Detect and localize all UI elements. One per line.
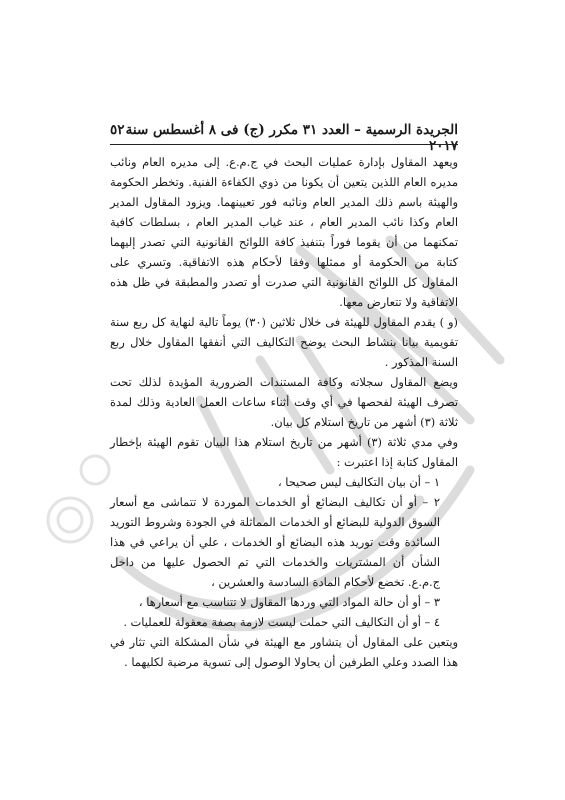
paragraph-director-appointment: ويعهد المقاول بإدارة عمليات البحث في ج.م.ع. إلى مديره العام ونائب مديره العام اللذين يتعين أن يكونا من ذوي الكفاءة الفنية. وتخطر الحكومة والهيئة باسم ذلك المدير العام ونائبه فور تعيينهما. ويزود المقاول المدير العام وكذا نائب المدير العام ، عند غياب المدير العام ، بسلطات كافية تمكنهما من أن يقوما فوراً بتنفيذ كافة اللوائح القانونية التي تصدر إليهما كتابة من الحكومة أو ممثلها وفقا لأحكام هذه الاتفاقية. وتسري على المقاول كل اللوائح القانونية التي صدرت أو تصدر والمطبقة في ظل هذه الاتفاقية ولا تتعارض معها. — [110, 155, 458, 309]
list-item-4: ٤ – أو أن التكاليف التي حملت ليست لازمة بصفة معقولة للعمليات . — [123, 615, 440, 629]
header-rule — [110, 144, 458, 145]
list-item-3: ٣ – أو أن حالة المواد التي وردها المقاول لا تتناسب مع أسعارها ، — [138, 595, 440, 609]
paragraph-consultation: ويتعين على المقاول أن يتشاور مع الهيئة في شأن المشكلة التي تثار في هذا الصدد وعلي الطرفين أن يحاولا الوصول إلى تسوية مرضية لكليهما . — [110, 635, 458, 669]
list-item-2: ٢ – أو أن تكاليف البضائع أو الخدمات الموردة لا تتماشى مع أسعار السوق الدولية للبضائع أو الخدمات المماثلة في الجودة وشروط التوريد السائدة وقت توريد هذه البضائع أو الخدمات ، علي أن يراعي في هذا الشأن أن المشتريات والخدمات التي تم الحصول عليها من داخل ج.م.ع. تخضع لأحكام المادة السادسة والعشرين ، — [110, 495, 440, 589]
paragraph-notification: وفي مدي ثلاثة (٣) أشهر من تاريخ استلام هذا البيان تقوم الهيئة بإخطار المقاول كتابة إذا اعتبرت : — [110, 435, 458, 469]
article-body — [110, 152, 458, 672]
list-item-1: ١ – أن بيان التكاليف ليس صحيحا ، — [277, 475, 440, 489]
page-header — [110, 122, 458, 154]
paragraph-clause-waw: (و ) يقدم المقاول للهيئة فى خلال ثلاثين (٣٠) يوماً تالية لنهاية كل ربع سنة تقويمية بيانا بنشاط البحث يوضح التكاليف التي أنفقها المقاول خلال ربع السنة المذكور . — [110, 315, 458, 369]
paragraph-records: ويضع المقاول سجلاته وكافة المستندات الضرورية المؤيدة لذلك تحت تصرف الهيئة لفحصها في أي وقت أثناء ساعات العمل العادية وذلك لمدة ثلاثة (٣) أشهر من تاريخ استلام كل بيان. — [110, 375, 458, 429]
page-number: ٥٢ — [110, 122, 125, 138]
gazette-title: الجريدة الرسمية – العدد ٣١ مكرر (ج) فى ٨ أغسطس سنة ٢٠١٧ — [125, 122, 458, 154]
